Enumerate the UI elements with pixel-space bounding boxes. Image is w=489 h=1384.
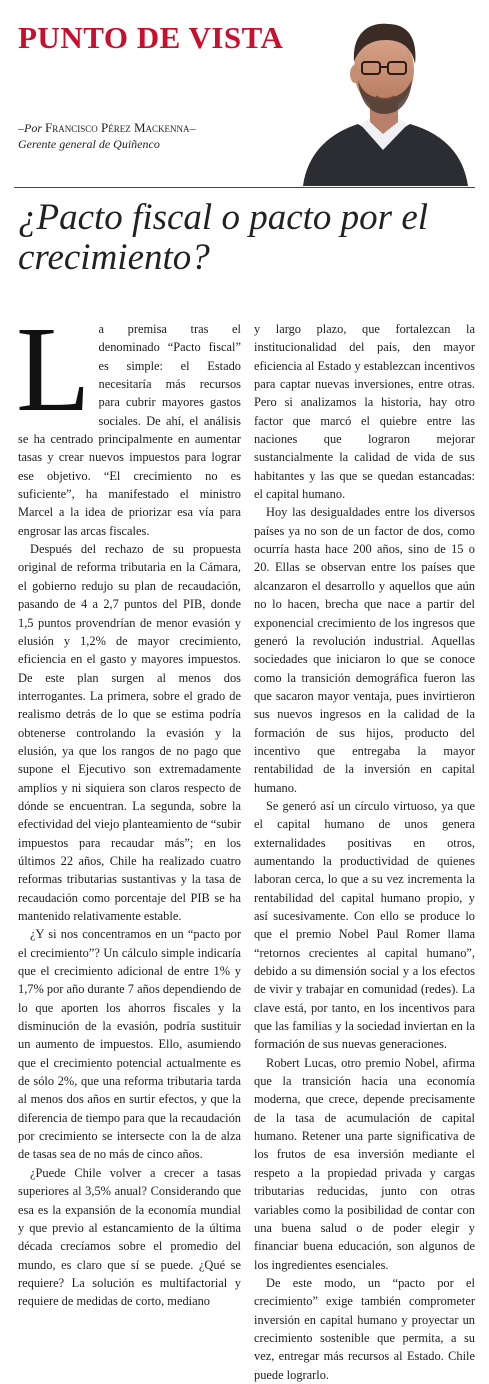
author-role: Gerente general de Quiñenco <box>18 137 160 151</box>
header-rule <box>14 187 475 188</box>
byline <box>18 120 318 152</box>
article-column-right <box>254 320 475 1384</box>
section-title: PUNTO DE VISTA <box>18 20 284 55</box>
paragraph: Después del rechazo de su propuesta original de reforma tributaria en la Cámara, el gobierno redujo su plan de recaudación, pasando de 4 a 2,7 puntos del PIB, donde 1,5 puntos provendrían de menor evasión y elusión y 1,2% de mayor crecimiento, eficiencia en el gasto y mayores impuestos. De este plan surgen al menos dos interrogantes. La primera, sobre el grado de realismo detrás de lo que se estima podría obtenerse controlando la evasión y la elusión, ya que los rangos de no pago que supone el Ejecutivo son extremadamente amplios y ni siquiera son claros respecto de dónde se encuentran. La segunda, sobre la efectividad del viejo planteamiento de “subir impuestos para recaudar más”; en los últimos 22 años, Chile ha realizado cuatro reformas tributarias sustantivas y la tasa de recaudación como porcentaje del PIB se ha mantenido relativamente estable. <box>18 542 241 923</box>
paragraph: Hoy las desigualdades entre los diversos países ya no son de un factor de dos, como ocurría hasta hace 200 años, sino de 15 o 20. Ellas se observan entre los países que alcanzaron el desarrollo y aquellos que aún no lo hacen, brecha que nace a partir del exponencial crecimiento de los ingresos que generó la revolución industrial. Aquellas sociedades que iniciaron lo que se conoce como la transición demográfica fueron las que sacaron mayor ventaja, pues invirtieron sus nuevos ingresos en la calidad de la formación de sus hijos, producto del incentivo que entregaba la mayor rentabilidad de la inversión en capital humano. <box>254 505 475 795</box>
author-portrait <box>298 0 468 186</box>
byline-prefix: –Por <box>18 121 45 135</box>
article-column-left <box>16 302 241 1311</box>
paragraph: De este modo, un “pacto por el crecimiento” exige también comprometer inversión en capital humano y proyectar un crecimiento sostenible que permita, a su vez, entregar más recursos al Estado. Chile puede lograrlo. <box>254 1275 475 1382</box>
paragraph: ¿Y si nos concentramos en un “pacto por el crecimiento”? Un cálculo simple indicaría que el crecimiento adicional de entre 1% y 1,7% por año durante 7 años dependiendo de lo que aporten los ahorros fiscales y la disminución de la evasión, podría sustituir un aumento de impuestos. Ello, asumiendo que el crecimiento potencial actualmente es de sólo 2%, que una reforma tributaria tarda al menos dos años en surtir efectos, y que la diferencia de tiempo para que la recaudación por crecimiento se intersecte con la de alza de tasas sea de no más de cinco años. <box>18 927 241 1162</box>
paragraph: ¿Puede Chile volver a crecer a tasas superiores al 3,5% anual? Considerando que esa es la expansión de la economía mundial y que previo al estancamiento de la última década crecíamos sobre el promedio del mundo, es claro que sí se puede. ¿Qué se requiere? La solución es multifactorial y requiere de medidas de corto, mediano <box>18 1165 241 1309</box>
headline: ¿Pacto fiscal o pacto por el crecimiento? <box>18 197 429 278</box>
byline-suffix: – <box>189 121 196 135</box>
paragraph: Se generó así un círculo virtuoso, ya que el capital humano de unos genera externalidades positivas en otros, aumentando la productividad de quienes laboran cerca, lo que a su vez incrementa la rentabilidad del capital humano propio, y así sucesivamente. Con ello se produce lo que el premio Nobel Paul Romer llama “retornos crecientes al capital humano”, debido a su dimensión social y a los efectos de vivir y trabajar en comunidad (redes). La clave está, por tanto, en los incentivos para que las familias y la sociedad inviertan en la formación de sus nuevas generaciones. <box>254 798 475 1052</box>
paragraph <box>16 302 241 540</box>
author-name: Francisco Pérez Mackenna <box>45 120 190 135</box>
paragraph: Robert Lucas, otro premio Nobel, afirma que la transición hacia una economía moderna, que crece, depende precisamente de la tasa de acumulación de capital humano. Retener una parte significativa de los frutos de esa inversión mediante el respeto a la propiedad privada y cargas tributarias reducidas, junto con otras variables como la posibilidad de contar con una buena salud o de poder elegir y financiar buena educación, son algunos de los ingredientes esenciales. <box>254 1055 475 1272</box>
paragraph: y largo plazo, que fortalezcan la institucionalidad del país, den mayor eficiencia al Estado y establezcan incentivos para captar nuevas inversiones, entre otras. Pero si analizamos la historia, hay otro factor que marcó el quiebre entre las naciones que lograron mejorar sustancialmente la calidad de vida de sus habitantes y las que se quedan estancadas: el capital humano. <box>254 322 475 502</box>
drop-cap: L <box>16 302 91 437</box>
first-paragraph-text: a premisa tras el denominado “Pacto fiscal” es simple: el Estado necesitaría más recursos para cubrir mayores gastos sociales. De ahí, el análisis se ha centrado principalmente en aumentar tasas y crear nuevos impuestos para lograr ese objetivo. “El crecimiento no es suficiente”, ha manifestado el ministro Marcel a la idea de priorizar esa vía para engrosar las arcas fiscales. <box>18 322 241 538</box>
